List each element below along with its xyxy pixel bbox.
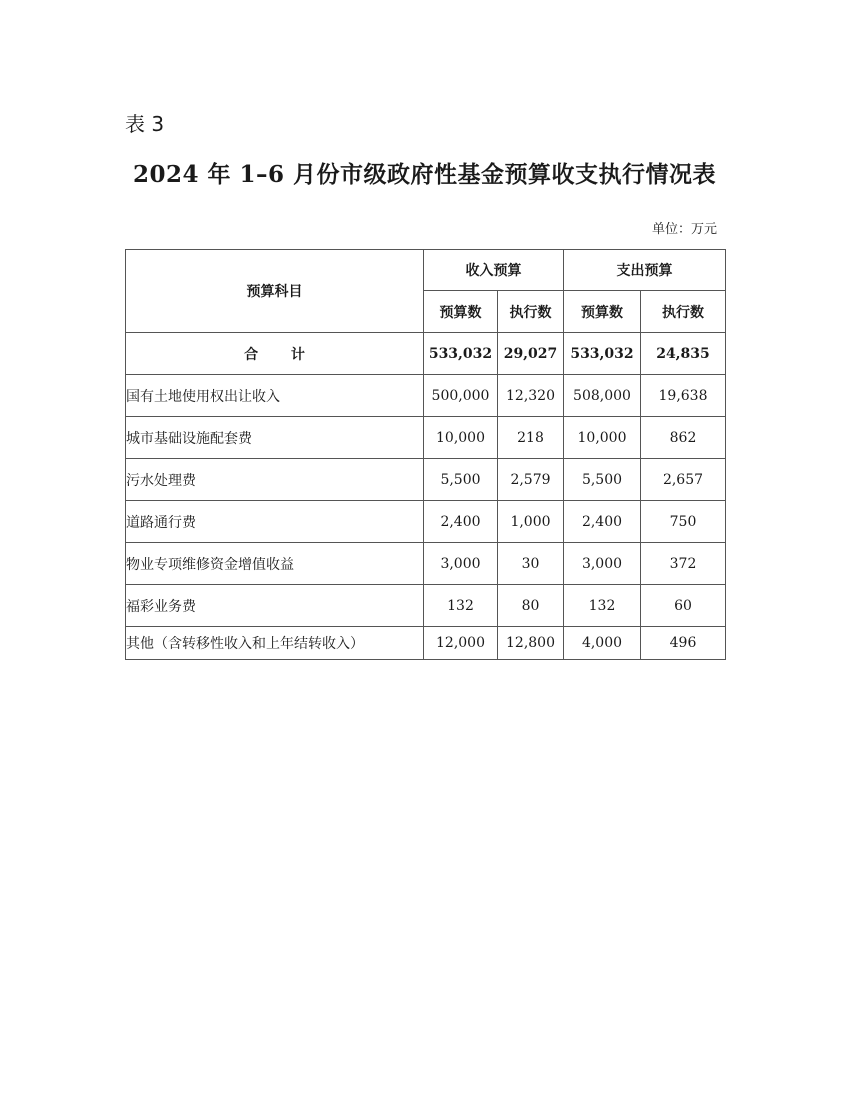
income-budget-header: 预算数 — [424, 291, 498, 333]
row-subject: 道路通行费 — [126, 501, 424, 543]
row-expense-executed: 2,657 — [641, 459, 726, 501]
row-expense-executed: 60 — [641, 585, 726, 627]
expense-budget-header: 预算数 — [564, 291, 641, 333]
row-income-executed: 1,000 — [498, 501, 564, 543]
total-income-executed: 29,027 — [498, 333, 564, 375]
row-expense-budget: 10,000 — [564, 417, 641, 459]
row-expense-budget: 132 — [564, 585, 641, 627]
row-expense-executed: 496 — [641, 627, 726, 660]
row-subject: 城市基础设施配套费 — [126, 417, 424, 459]
table-row — [126, 417, 726, 459]
row-expense-executed: 372 — [641, 543, 726, 585]
total-label: 合 计 — [126, 333, 424, 375]
row-income-executed: 2,579 — [498, 459, 564, 501]
table-row — [126, 375, 726, 417]
expense-executed-header: 执行数 — [641, 291, 726, 333]
total-row — [126, 333, 726, 375]
row-income-budget: 5,500 — [424, 459, 498, 501]
row-income-budget: 500,000 — [424, 375, 498, 417]
row-expense-executed: 750 — [641, 501, 726, 543]
row-income-executed: 12,320 — [498, 375, 564, 417]
header-row-groups — [126, 250, 726, 291]
budget-table — [125, 249, 726, 660]
row-income-executed: 30 — [498, 543, 564, 585]
row-subject: 污水处理费 — [126, 459, 424, 501]
expense-group-header: 支出预算 — [564, 250, 726, 291]
row-expense-budget: 3,000 — [564, 543, 641, 585]
row-income-executed: 80 — [498, 585, 564, 627]
row-subject: 物业专项维修资金增值收益 — [126, 543, 424, 585]
total-expense-executed: 24,835 — [641, 333, 726, 375]
table-label: 表 3 — [125, 112, 165, 136]
row-income-budget: 10,000 — [424, 417, 498, 459]
unit-note: 单位：万元 — [651, 222, 717, 237]
row-expense-executed: 19,638 — [641, 375, 726, 417]
income-group-header: 收入预算 — [424, 250, 564, 291]
row-expense-budget: 2,400 — [564, 501, 641, 543]
row-subject: 国有土地使用权出让收入 — [126, 375, 424, 417]
row-subject: 其他（含转移性收入和上年结转收入） — [126, 627, 424, 660]
row-income-budget: 132 — [424, 585, 498, 627]
page-title: 2024 年 1–6 月份市级政府性基金预算收支执行情况表 — [132, 161, 717, 188]
total-expense-budget: 533,032 — [564, 333, 641, 375]
table-row — [126, 627, 726, 660]
row-income-budget: 3,000 — [424, 543, 498, 585]
table-row — [126, 543, 726, 585]
row-expense-budget: 4,000 — [564, 627, 641, 660]
row-income-executed: 12,800 — [498, 627, 564, 660]
row-expense-budget: 5,500 — [564, 459, 641, 501]
table-row — [126, 459, 726, 501]
row-income-budget: 2,400 — [424, 501, 498, 543]
row-subject: 福彩业务费 — [126, 585, 424, 627]
total-income-budget: 533,032 — [424, 333, 498, 375]
row-income-budget: 12,000 — [424, 627, 498, 660]
row-expense-budget: 508,000 — [564, 375, 641, 417]
income-executed-header: 执行数 — [498, 291, 564, 333]
table-row — [126, 585, 726, 627]
row-expense-executed: 862 — [641, 417, 726, 459]
table-row — [126, 501, 726, 543]
row-income-executed: 218 — [498, 417, 564, 459]
subject-column-header: 预算科目 — [126, 250, 424, 333]
